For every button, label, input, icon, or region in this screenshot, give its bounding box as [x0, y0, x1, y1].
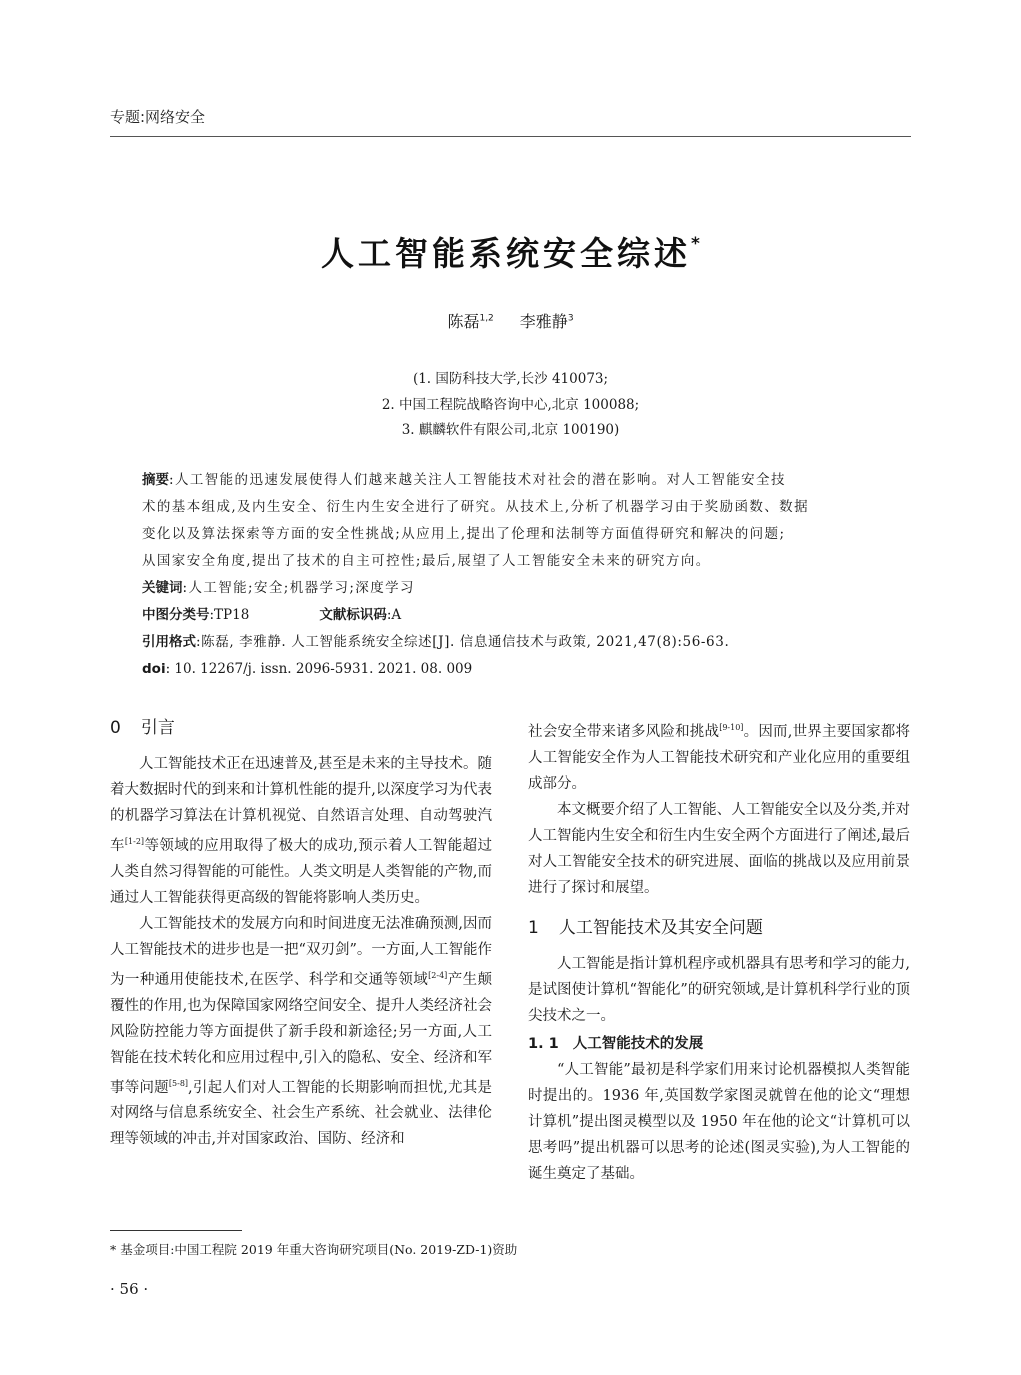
citation — [142, 630, 882, 654]
text: 社会安全带来诸多风险和挑战 — [528, 723, 720, 740]
section-number: 1 — [528, 917, 539, 938]
abstract-label: 摘要 — [142, 472, 169, 488]
section-heading — [528, 915, 910, 941]
author-affiliation-mark: 3 — [567, 313, 574, 324]
footnote: * 基金项目:中国工程院 2019 年重大咨询研究项目(No. 2019-ZD-1)资助 — [110, 1242, 518, 1257]
section-title: 引言 — [140, 718, 175, 738]
citation-ref: [1-2] — [124, 837, 145, 846]
paragraph: 人工智能是指计算机程序或机器具有思考和学习的能力,是试图使计算机“智能化”的研究领域,是计算机科学行业的顶尖技术之一。 — [528, 955, 910, 1024]
citation-ref: [2-4] — [428, 970, 448, 980]
text: 产生颠覆性的作用,也为保障国家网络空间安全、提升人类经济社会风险防控能力等方面提供了新手段和新途径;另一方面,人工智能在技术转化和应用过程中,引入的隐私、安全、经济和军事等问题 — [110, 971, 493, 1096]
citation-label: 引用格式 — [142, 634, 196, 650]
affiliation-line: 2. 中国工程院战略咨询中心,北京 100088; — [381, 397, 640, 413]
affiliation-line: (1. 国防科技大学,长沙 410073; — [412, 371, 609, 387]
journal-section-header: 专题:网络安全 — [110, 108, 206, 126]
classification — [142, 603, 882, 627]
footnote-rule — [110, 1230, 242, 1231]
author-name: 李雅静 — [519, 312, 568, 331]
text: ,引起人们对人工智能的长期影响而担忧,尤其是对网络与信息系统安全、社会生产系统、社会就业、法律伦理等领域的冲击,并对国家政治、国防、经济和 — [110, 1079, 492, 1148]
authors — [0, 309, 1021, 332]
left-column — [110, 715, 492, 1152]
text: 。因而,世界主要国家都将人工智能安全作为人工智能技术研究和产业化应用的重要组成部分。 — [528, 723, 911, 792]
paragraph — [110, 751, 492, 911]
abstract-text: :人工智能的迅速发展使得人们越来越关注人工智能技术对社会的潜在影响。对人工智能安全技 — [169, 472, 786, 488]
citation-text: :陈磊, 李雅静. 人工智能系统安全综述[J]. 信息通信技术与政策, 2021,47(8):56-63. — [196, 634, 730, 650]
header-rule — [110, 136, 911, 137]
keywords-label: 关键词 — [142, 580, 183, 596]
clc-label: 中图分类号 — [142, 607, 210, 623]
text: 人工智能技术的发展方向和时间进度无法准确预测,因而人工智能技术的进步也是一把“双刃剑”。一方面,人工智能作为一种通用使能技术,在医学、科学和交通等领域 — [110, 915, 492, 988]
section-heading — [110, 715, 492, 741]
page-number: · 56 · — [110, 1280, 149, 1298]
keywords — [142, 576, 882, 600]
text: 等领域的应用取得了极大的成功,预示着人工智能超过人类自然习得智能的可能性。人类文明是人类智能的产物,而通过人工智能获得更高级的智能将影响人类历史。 — [110, 837, 493, 906]
citation-ref: [5-8] — [168, 1078, 189, 1088]
abstract-line: 变化以及算法探索等方面的安全性挑战;从应用上,提出了伦理和法制等方面值得研究和解决的问题; — [142, 526, 786, 542]
citation-ref: [9-10] — [719, 723, 744, 732]
affiliation-line: 3. 麒麟软件有限公司,北京 100190) — [401, 422, 620, 438]
subsection-title: 人工智能技术的发展 — [572, 1035, 704, 1052]
paragraph: “人工智能”最初是科学家们用来讨论机器模拟人类智能时提出的。1936 年,英国数学家图灵就曾在他的论文“理想计算机”提出图灵模型以及 1950 年在他的论文“计算机可以思考吗”提出机器可以思考的论述(图灵实验),为人工智能的诞生奠定了基础。 — [528, 1061, 910, 1182]
section-title: 人工智能技术及其安全问题 — [558, 917, 763, 938]
author-name: 陈磊 — [447, 312, 480, 331]
subsection-heading — [528, 1031, 910, 1057]
text: 人工智能技术正在迅速普及,甚至是未来的主导技术。随着大数据时代的到来和计算机性能的提升,以深度学习为代表的机器学习算法在计算机视觉、自然语言处理、自动驾驶汽车 — [110, 756, 492, 854]
doc-code-label: 文献标识码 — [319, 607, 387, 623]
paragraph: 本文概要介绍了人工智能、人工智能安全以及分类,并对人工智能内生安全和衍生内生安全两个方面进行了阐述,最后对人工智能安全技术的研究进展、面临的挑战以及应用前景进行了探讨和展望。 — [528, 801, 910, 896]
doi-text: : 10. 12267/j. issn. 2096-5931. 2021. 08. 009 — [165, 661, 473, 677]
abstract-line: 术的基本组成,及内生安全、衍生内生安全进行了研究。从技术上,分析了机器学习由于奖励函数、数据 — [142, 499, 809, 515]
keywords-text: :人工智能;安全;机器学习;深度学习 — [182, 580, 415, 596]
section-number: 0 — [110, 718, 121, 738]
subsection-number: 1. 1 — [528, 1035, 559, 1052]
abstract-line — [142, 468, 882, 492]
clc-value: :TP18 — [209, 607, 250, 623]
right-column — [528, 715, 910, 1187]
doc-code-value: :A — [386, 607, 402, 623]
paragraph — [528, 715, 910, 797]
abstract-line: 从国家安全角度,提出了技术的自主可控性;最后,展望了人工智能安全未来的研究方向。 — [142, 553, 711, 569]
paper-title — [0, 228, 1021, 275]
paper-title-text: 人工智能系统安全综述 — [321, 234, 692, 273]
author-affiliation-mark: 1,2 — [479, 313, 494, 324]
doi-label: doi — [142, 661, 166, 677]
doi — [142, 657, 882, 681]
paragraph — [110, 911, 492, 1153]
title-footnote-mark: * — [691, 234, 700, 254]
